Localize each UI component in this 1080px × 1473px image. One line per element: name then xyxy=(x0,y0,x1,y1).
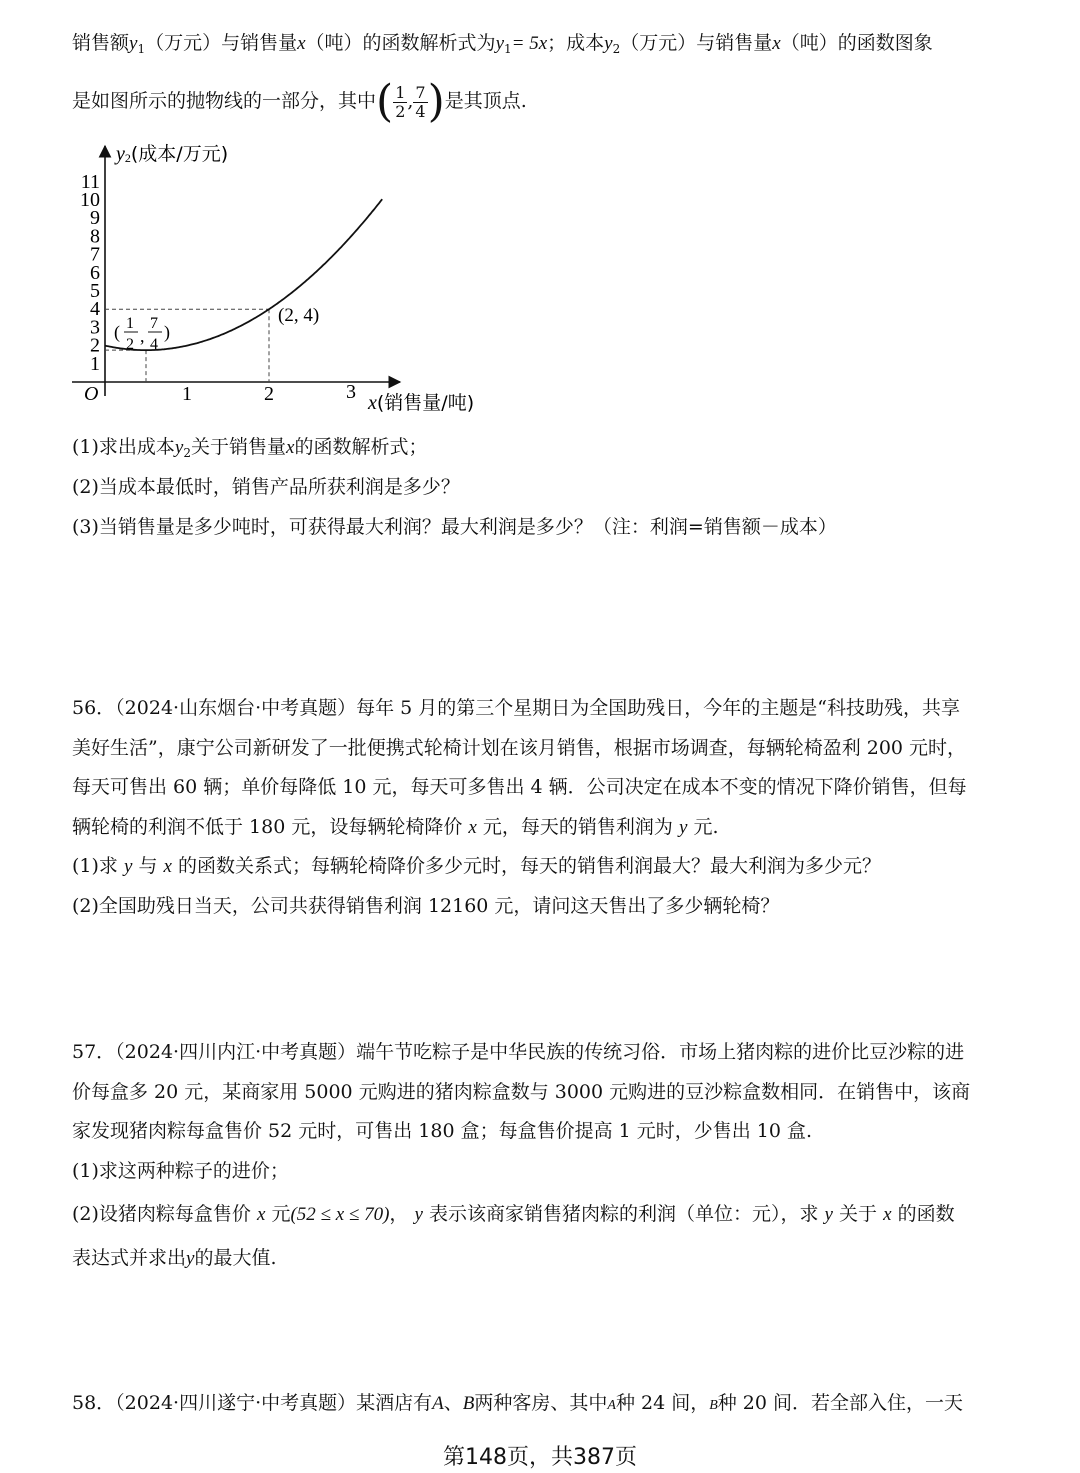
text: (1)求出成本 xyxy=(72,436,175,458)
x-ticks xyxy=(182,381,356,405)
y-tick-label: 7 xyxy=(90,243,100,266)
x-tick-label: 3 xyxy=(346,381,356,403)
text: ；成本 xyxy=(547,32,605,54)
y-tick-label: 10 xyxy=(80,189,100,211)
y-tick-label: 11 xyxy=(80,170,100,193)
var-B: B xyxy=(462,1393,475,1414)
y-tick-label: 5 xyxy=(90,280,100,302)
y-var: y xyxy=(116,143,125,165)
var-y: y xyxy=(186,1248,195,1269)
x-unit: (销售量/吨) xyxy=(376,392,475,414)
var-A: A xyxy=(432,1393,444,1414)
text: 表示该商家销售猪肉粽的利润（单位：元），求 xyxy=(428,1203,819,1225)
var-x: x xyxy=(468,817,477,838)
text: 58．（2024·四川遂宁·中考真题）某酒店有 xyxy=(72,1392,433,1414)
text: (2)设猪肉粽每盒售价 xyxy=(72,1203,251,1225)
sub: 2 xyxy=(183,446,191,460)
text: 与 xyxy=(138,855,158,877)
v-num2: 7 xyxy=(150,315,158,332)
y-tick-label: 1 xyxy=(90,352,100,375)
v-num1: 1 xyxy=(126,315,134,332)
var-x: x xyxy=(163,856,172,877)
var-A-small: A xyxy=(607,1398,616,1413)
q55-part-1 xyxy=(72,432,1012,468)
var-y: y xyxy=(678,817,688,838)
y-tick-label: 4 xyxy=(90,298,100,321)
text: （万元）与销售量 xyxy=(620,32,773,54)
q56-part-1 xyxy=(72,851,1012,882)
q57-part-3 xyxy=(72,1243,1012,1274)
den: 2 xyxy=(395,101,406,121)
fraction xyxy=(393,84,407,121)
y-tick-label: 6 xyxy=(90,261,100,284)
text: (1)求 xyxy=(72,855,118,877)
text: 辆轮椅的利润不低于 180 元，设每辆轮椅降价 xyxy=(72,816,463,838)
sub: 1 xyxy=(137,42,146,56)
paren: ) xyxy=(427,76,445,127)
den: 4 xyxy=(415,101,426,121)
var-y: y xyxy=(123,856,133,877)
var-y2: y xyxy=(604,33,613,54)
q57-part-1: (1)求这两种粽子的进价； xyxy=(72,1160,289,1182)
text: 关于销售量 xyxy=(191,436,287,458)
text: 两种客房、其中 xyxy=(474,1392,608,1414)
y-axis-label xyxy=(114,143,228,165)
text: 销售额 xyxy=(72,32,130,54)
x-var: x xyxy=(368,392,377,414)
text: 是如图所示的抛物线的一部分，其中 xyxy=(72,90,377,112)
text: 种 20 间．若全部入住，一天 xyxy=(717,1392,964,1414)
paren: ( xyxy=(376,76,394,127)
vertex-label xyxy=(114,315,170,353)
y-tick-label: 8 xyxy=(90,225,100,248)
q55-part-2: (2)当成本最低时，销售产品所获利润是多少？ xyxy=(72,476,460,498)
page-footer: 第148页，共387页 xyxy=(443,1445,637,1470)
equation: = 5x xyxy=(511,33,548,54)
text: 是其顶点. xyxy=(444,90,527,112)
y-tick-label: 2 xyxy=(90,334,100,357)
text: （吨）的函数图象 xyxy=(780,32,933,54)
intro-line-2: 是如图所示的抛物线的一部分，其中( $\frac{1}{2}$ , $\frac{7}{4}$ )是其顶点. xyxy=(72,76,527,127)
text: 种 24 间， xyxy=(615,1392,710,1414)
text: 关于 xyxy=(839,1203,878,1225)
text: 元 xyxy=(271,1203,291,1225)
text: （吨）的函数解析式为 xyxy=(305,32,496,54)
var-B-small: B xyxy=(709,1398,718,1413)
text: 元. xyxy=(693,816,719,838)
text: 表达式并求出 xyxy=(72,1247,187,1269)
v-den1: 2 xyxy=(126,336,134,353)
origin-label: O xyxy=(84,383,99,405)
var-x: x xyxy=(297,33,306,54)
text: （万元）与销售量 xyxy=(145,32,298,54)
y-sub: 2 xyxy=(124,151,131,165)
num: 1 xyxy=(395,82,406,102)
var-y: y xyxy=(414,1204,423,1225)
text: 元，每天的销售利润为 xyxy=(482,816,673,838)
x-tick-label: 1 xyxy=(182,383,192,405)
v-den2: 4 xyxy=(150,336,158,353)
var-y1: y xyxy=(129,33,138,54)
text: 的函数 xyxy=(897,1203,955,1225)
range: (52 ≤ x ≤ 70) xyxy=(290,1204,390,1225)
y-unit: (成本/万元) xyxy=(130,143,229,165)
parabola-curve xyxy=(105,199,382,350)
sub: 2 xyxy=(612,42,621,56)
intro-line-1 xyxy=(72,28,1012,64)
vertex-open: ( xyxy=(114,322,120,342)
y-ticks xyxy=(80,171,100,375)
fraction xyxy=(413,84,427,121)
q57-line-1: 57．（2024·四川内江·中考真题）端午节吃粽子是中华民族的传统习俗．市场上猪肉粽的进价比豆沙粽的进 xyxy=(72,1041,965,1063)
var-y2: y xyxy=(174,437,184,458)
text: 的最大值. xyxy=(194,1247,277,1269)
var-x: x xyxy=(772,33,781,54)
q56-part-2: (2)全国助残日当天，公司共获得销售利润 12160 元，请问这天售出了多少辆轮椅？ xyxy=(72,895,780,917)
sub: 1 xyxy=(504,42,512,56)
q56-line-4 xyxy=(72,812,1012,843)
x-tick-label: 2 xyxy=(264,383,274,405)
x-axis-label xyxy=(367,392,474,414)
var-y: y xyxy=(824,1204,833,1225)
q55-part-3: (3)当销售量是多少吨时，可获得最大利润？最大利润是多少？（注：利润=销售额－成本） xyxy=(72,516,837,538)
var-y1: y xyxy=(495,33,504,54)
text: 、 xyxy=(443,1392,463,1414)
var-x: x xyxy=(883,1204,892,1225)
parabola-graph xyxy=(60,138,520,423)
text: 的函数关系式；每辆轮椅降价多少元时，每天的销售利润最大？最大利润为多少元？ xyxy=(178,855,882,877)
q57-line-3: 家发现猪肉粽每盒售价 52 元时，可售出 180 盒；每盒售价提高 1 元时，少售出 10 盒. xyxy=(72,1120,813,1142)
q56-line-1: 56．（2024·山东烟台·中考真题）每年 5 月的第三个星期日为全国助残日，今年的主题是“科技助残，共享 xyxy=(72,697,960,719)
q57-part-2 xyxy=(72,1199,1012,1230)
vertex-close: ) xyxy=(164,322,170,342)
q56-line-2: 美好生活”，康宁公司新研发了一批便携式轮椅计划在该月销售，根据市场调查，每辆轮椅盈利 200 元时， xyxy=(72,737,967,759)
var-x: x xyxy=(256,1204,266,1225)
num: 7 xyxy=(415,82,426,102)
y-tick-label: 3 xyxy=(90,316,100,339)
var-x: x xyxy=(286,437,295,458)
q56-line-3: 每天可售出 60 辆；单价每降低 10 元，每天可多售出 4 辆．公司决定在成本不变的情况下降价销售，但每 xyxy=(72,776,967,798)
v-comma: , xyxy=(140,326,145,346)
y-tick-label: 9 xyxy=(90,207,100,230)
point-label: (2, 4) xyxy=(278,305,320,326)
text: ， xyxy=(389,1203,409,1225)
q57-line-2: 价每盒多 20 元，某商家用 5000 元购进的猪肉粽盒数与 3000 元购进的豆沙粽盒数相同．在销售中，该商 xyxy=(72,1081,971,1103)
q58-line-1 xyxy=(72,1388,1012,1421)
text: 的函数解析式； xyxy=(294,436,428,458)
